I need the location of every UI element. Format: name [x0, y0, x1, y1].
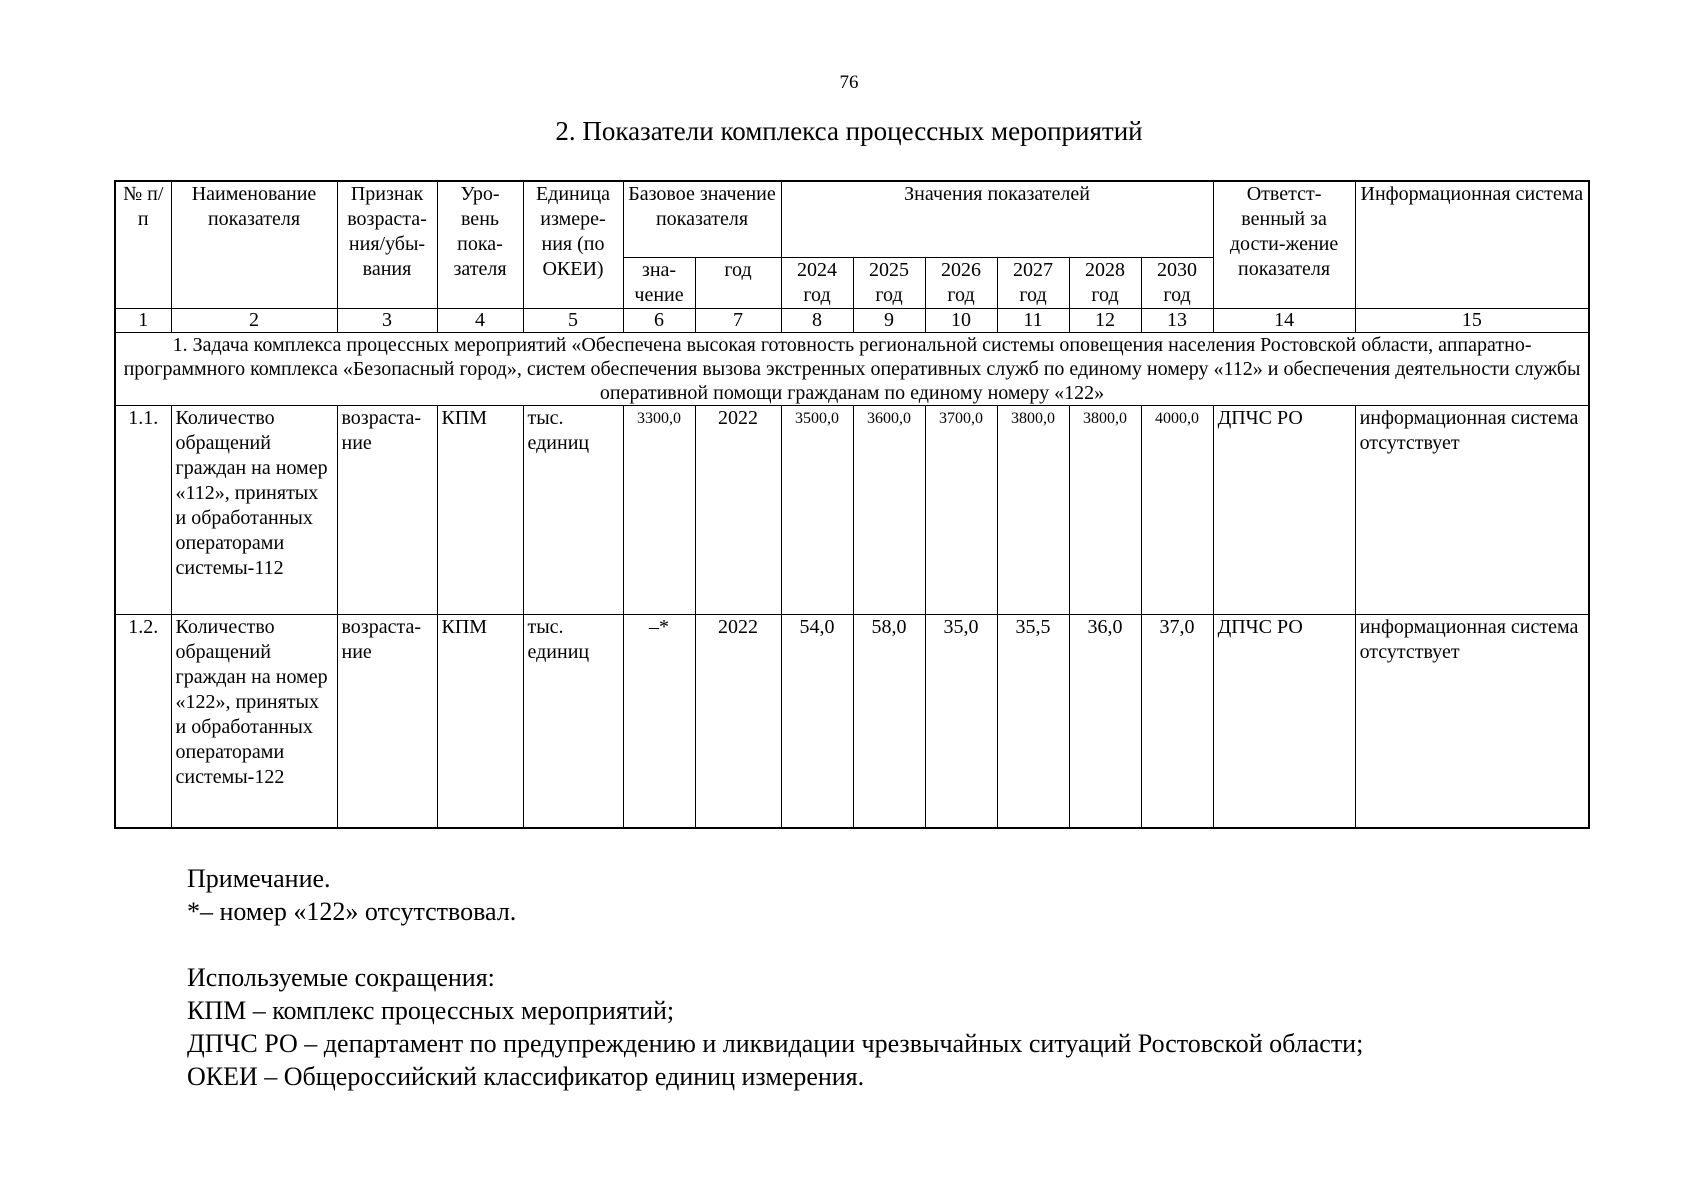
- header-info-system: Информационная система: [1355, 181, 1589, 309]
- column-number: 15: [1355, 309, 1589, 333]
- column-number-row: [115, 309, 1589, 333]
- column-number: 14: [1213, 309, 1355, 333]
- row-unit: тыс. единиц: [523, 615, 623, 829]
- row-name: Количество обращений граждан на номер «122», принятых и обработанных операторами системы-122: [171, 615, 337, 829]
- row-value-2027: 35,5: [997, 615, 1069, 829]
- notes-section: [187, 862, 1363, 1093]
- row-level: КПМ: [437, 615, 523, 829]
- header-year: 2024 год: [781, 258, 853, 309]
- footnote: *– номер «122» отсутствовал.: [187, 897, 517, 926]
- header-num: № п/п: [115, 181, 171, 309]
- page-title: 2. Показатели комплекса процессных мероприятий: [555, 116, 1143, 146]
- row-value-2024: 54,0: [781, 615, 853, 829]
- header-responsible: Ответст-венный за дости-жение показателя: [1213, 181, 1355, 309]
- row-base-value: –*: [623, 615, 695, 829]
- row-value-2027: 3800,0: [997, 406, 1069, 615]
- row-base-year: 2022: [695, 406, 781, 615]
- row-responsible: ДПЧС РО: [1213, 406, 1355, 615]
- row-value-2026: 35,0: [925, 615, 997, 829]
- column-number: 7: [695, 309, 781, 333]
- header-year: 2027 год: [997, 258, 1069, 309]
- header-year: 2026 год: [925, 258, 997, 309]
- abbreviation-item: ДПЧС РО – департамент по предупреждению и ликвидации чрезвычайных ситуаций Ростовской области;: [187, 1029, 1364, 1058]
- row-value-2026: 3700,0: [925, 406, 997, 615]
- header-year: 2028 год: [1069, 258, 1141, 309]
- column-number: 8: [781, 309, 853, 333]
- table-row: [115, 406, 1589, 615]
- row-value-2025: 3600,0: [853, 406, 925, 615]
- task-title: 1. Задача комплекса процессных мероприятий «Обеспечена высокая готовность региональной системы оповещения населения Ростовской области, аппаратно-программного комплекса «Безопасный город», систем обеспечения вызова экстренных оперативных служб по единому номеру «112» и обеспечения деятельности службы оперативной помощи гражданам по единому номеру «122»: [115, 333, 1589, 406]
- indicators-table: [114, 180, 1590, 829]
- abbreviations-title: Используемые сокращения:: [187, 963, 495, 992]
- header-values-group: Значения показателей: [781, 181, 1213, 258]
- task-row: [115, 333, 1589, 406]
- header-row-1: [115, 181, 1589, 258]
- column-number: 4: [437, 309, 523, 333]
- row-level: КПМ: [437, 406, 523, 615]
- header-level: Уро-вень пока-зателя: [437, 181, 523, 309]
- row-base-year: 2022: [695, 615, 781, 829]
- row-value-2028: 36,0: [1069, 615, 1141, 829]
- row-num: 1.2.: [115, 615, 171, 829]
- column-number: 1: [115, 309, 171, 333]
- row-info-system: информационная система отсутствует: [1355, 406, 1589, 615]
- row-value-2030: 4000,0: [1141, 406, 1213, 615]
- row-sign: возраста-ние: [337, 615, 437, 829]
- header-year: 2025 год: [853, 258, 925, 309]
- row-name: Количество обращений граждан на номер «112», принятых и обработанных операторами системы-112: [171, 406, 337, 615]
- notes-title: Примечание.: [187, 864, 331, 893]
- column-number: 9: [853, 309, 925, 333]
- abbreviation-item: ОКЕИ – Общероссийский классификатор единиц измерения.: [187, 1062, 865, 1091]
- header-sign: Признак возраста-ния/убы-вания: [337, 181, 437, 309]
- header-base-year: год: [695, 258, 781, 309]
- row-sign: возраста-ние: [337, 406, 437, 615]
- row-num: 1.1.: [115, 406, 171, 615]
- abbreviation-item: КПМ – комплекс процессных мероприятий;: [187, 996, 675, 1025]
- header-base-value: зна-чение: [623, 258, 695, 309]
- column-number: 11: [997, 309, 1069, 333]
- header-name: Наименование показателя: [171, 181, 337, 309]
- row-value-2030: 37,0: [1141, 615, 1213, 829]
- row-value-2028: 3800,0: [1069, 406, 1141, 615]
- column-number: 5: [523, 309, 623, 333]
- header-unit: Единица измере-ния (по ОКЕИ): [523, 181, 623, 309]
- row-value-2024: 3500,0: [781, 406, 853, 615]
- header-year: 2030 год: [1141, 258, 1213, 309]
- row-value-2025: 58,0: [853, 615, 925, 829]
- column-number: 6: [623, 309, 695, 333]
- column-number: 12: [1069, 309, 1141, 333]
- row-info-system: информационная система отсутствует: [1355, 615, 1589, 829]
- table-row: [115, 615, 1589, 829]
- column-number: 3: [337, 309, 437, 333]
- page-number: 76: [839, 72, 859, 93]
- row-base-value: 3300,0: [623, 406, 695, 615]
- row-responsible: ДПЧС РО: [1213, 615, 1355, 829]
- row-unit: тыс. единиц: [523, 406, 623, 615]
- header-base: Базовое значение показателя: [623, 181, 781, 258]
- column-number: 10: [925, 309, 997, 333]
- column-number: 2: [171, 309, 337, 333]
- column-number: 13: [1141, 309, 1213, 333]
